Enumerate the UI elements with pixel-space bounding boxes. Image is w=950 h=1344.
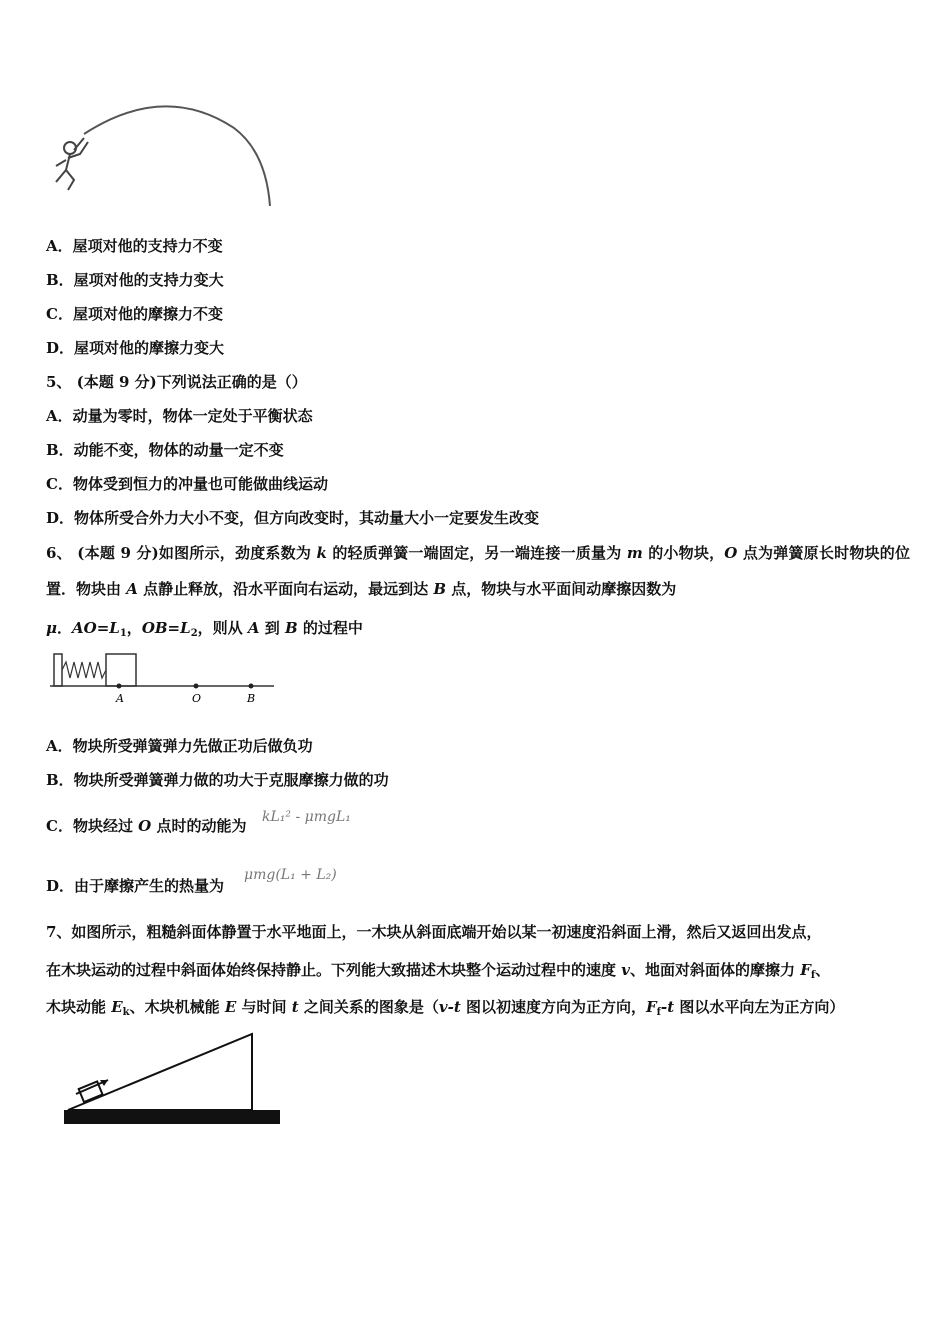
q6-option-d: D．由于摩擦产生的热量为 [46,877,225,895]
q5-option-c: C．物体受到恒力的冲量也可能做曲线运动 [46,475,328,493]
q6-option-b: B．物块所受弹簧弹力做的功大于克服摩擦力做的功 [46,771,389,789]
dome-arc [84,106,270,206]
label-a: A [116,692,124,705]
q7-line3: 木块动能 $E_k$、木块机械能 E 与时间 t 之间关系的图象是（v-t 图以初速度方向为正方向，$F_f-t$ 图以水平向左为正方向） [46,998,845,1018]
q4-option-b: B．屋项对他的支持力变大 [46,271,224,289]
q5-option-a: A．动量为零时，物体一定处于平衡状态 [46,407,313,425]
q6-stem: 6、 (本题 9 分)如图所示，劲度系数为 k 的轻质弹簧一端固定，另一端连接一质量为 m 的小物块，O 点为弹簧原长时物块的位置．物块由 A 点静止释放，沿水平面向右运动，最远到达 B 点，物块与水平面间动摩擦因数为 [46,544,910,598]
q7-line1: 7、如图所示，粗糙斜面体静置于水平地面上，一木块从斜面底端开始以某一初速度沿斜面上滑，然后又返回出发点， [46,923,822,941]
q6-formula-d: μmg(L₁ + L₂) [244,867,337,883]
block [106,654,136,686]
incline-figure [60,1026,284,1136]
spring [62,662,106,678]
person-icon [56,138,88,190]
q4-option-c: C．屋项对他的摩擦力不变 [46,305,223,323]
label-o: O [192,692,202,705]
q6-option-a: A．物块所受弹簧弹力先做正功后做负功 [46,737,313,755]
q6-formula-c: kL₁² - μmgL₁ [262,809,351,825]
q4-option-d: D．屋项对他的摩擦力变大 [46,339,225,357]
q4-option-a: A．屋项对他的支持力不变 [46,237,223,255]
q6-option-c: C．物块经过 O 点时的动能为 [46,817,247,835]
spring-block-figure [46,650,278,706]
q6-stem-line3: μ．$AO=L_1$，$OB=L_2$，则从 A 到 B 的过程中 [46,619,363,639]
dome-roof-figure [44,100,276,212]
q5-option-d: D．物体所受合外力大小不变，但方向改变时，其动量大小一定要发生改变 [46,509,540,527]
ground [64,1110,280,1124]
label-b: B [247,692,256,705]
q5-option-b: B．动能不变，物体的动量一定不变 [46,441,284,459]
q5-stem: 5、 (本题 9 分)下列说法正确的是（） [46,373,307,391]
incline [68,1034,252,1110]
q7-line2: 在木块运动的过程中斜面体始终保持静止。下列能大致描述木块整个运动过程中的速度 v、地面对斜面体的摩擦力 $F_f$、 [46,961,831,981]
